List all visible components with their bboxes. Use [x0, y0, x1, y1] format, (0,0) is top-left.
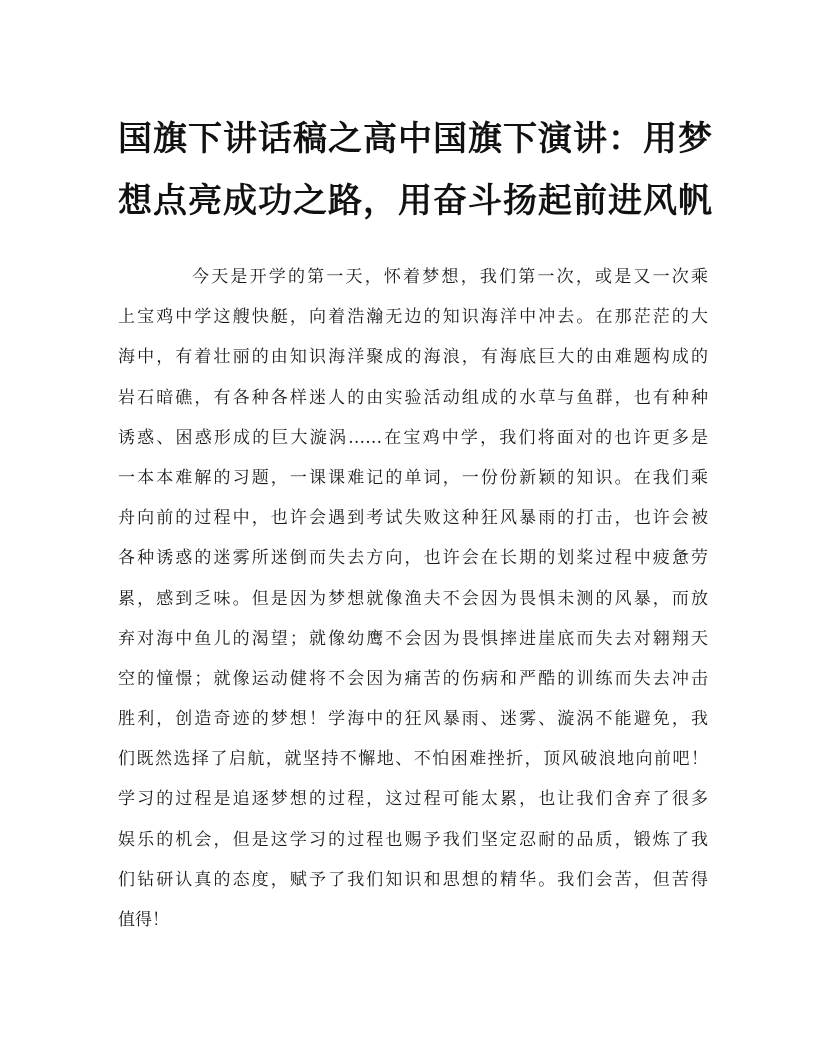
body-line-2: 上宝鸡中学这艘快艇，向着浩瀚无边的知识海洋中冲去。在那茫茫的大 — [118, 307, 708, 328]
body-line-9: 累，感到乏味。但是因为梦想就像渔夫不会因为畏惧未测的风暴，而放 — [118, 588, 708, 609]
body-line-8: 各种诱惑的迷雾所迷倒而失去方向，也许会在长期的划桨过程中疲惫劳 — [118, 548, 708, 569]
body-line-10: 弃对海中鱼儿的渴望；就像幼鹰不会因为畏惧摔进崖底而失去对翱翔天 — [118, 628, 708, 649]
body-line-3: 海中，有着壮丽的由知识海洋聚成的海浪，有海底巨大的由难题构成的 — [118, 347, 708, 368]
body-line-17: 值得！ — [118, 910, 169, 930]
document-title — [118, 108, 713, 232]
body-line-14: 学习的过程是追逐梦想的过程，这过程可能太累，也让我们舍弃了很多 — [118, 789, 708, 810]
title-line-1: 国旗下讲话稿之高中国旗下演讲：用梦 — [118, 119, 713, 159]
body-line-1: 今天是开学的第一天，怀着梦想，我们第一次，或是又一次乘 — [192, 267, 708, 287]
body-line-4: 岩石暗礁，有各种各样迷人的由实验活动组成的水草与鱼群，也有种种 — [118, 387, 708, 408]
body-line-5: 诱惑、困惑形成的巨大漩涡……在宝鸡中学，我们将面对的也许更多是 — [118, 427, 708, 448]
body-line-6: 一本本难解的习题，一课课难记的单词，一份份新颖的知识。在我们乘 — [118, 467, 708, 488]
body-line-11: 空的憧憬；就像运动健将不会因为痛苦的伤病和严酷的训练而失去冲击 — [118, 668, 708, 689]
document-body — [118, 257, 708, 940]
body-line-12: 胜利，创造奇迹的梦想！学海中的狂风暴雨、迷雾、漩涡不能避免，我 — [118, 709, 708, 730]
body-line-15: 娱乐的机会，但是这学习的过程也赐予我们坚定忍耐的品质，锻炼了我 — [118, 829, 708, 850]
title-line-2: 想点亮成功之路，用奋斗扬起前进风帆 — [118, 181, 713, 221]
body-line-16: 们钻研认真的态度，赋予了我们知识和思想的精华。我们会苦，但苦得 — [118, 869, 708, 890]
body-line-13: 们既然选择了启航，就坚持不懈地、不怕困难挫折，顶风破浪地向前吧！ — [118, 749, 708, 770]
body-line-7: 舟向前的过程中，也许会遇到考试失败这种狂风暴雨的打击，也许会被 — [118, 508, 708, 529]
